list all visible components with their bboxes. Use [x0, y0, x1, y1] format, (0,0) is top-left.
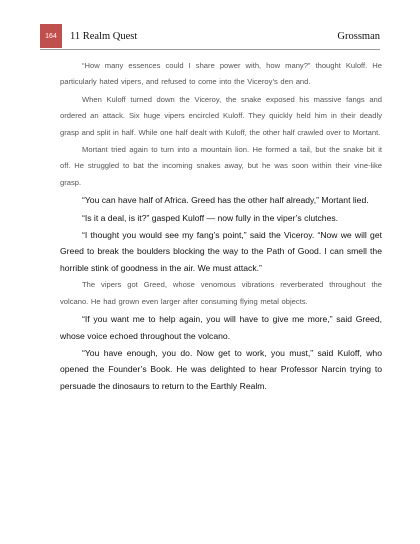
paragraph: “I thought you would see my fang’s point,” said the Viceroy. “Now we will get Greed to break the boulders blocking the way to the Path of Good. I can smell the horrible stink of goodness in the air. We must attack.”	[60, 230, 382, 273]
paragraph: When Kuloff turned down the Viceroy, the snake exposed his massive fangs and ordered an attack. Six huge vipers encircled Kuloff. They quickly held him in their deadly grasp and split in half. While one half dealt with Kuloff, the other half crawled over to Mortant.	[60, 94, 382, 137]
book-title: 11 Realm Quest	[70, 30, 138, 42]
page-header	[40, 24, 380, 48]
page-body	[60, 58, 382, 395]
paragraph: Mortant tried again to turn into a mountain lion. He formed a tail, but the snake bit it off. He struggled to bat the incoming snakes away, but he was soon within their vine-like grasp.	[60, 145, 382, 187]
paragraph: “You have enough, you do. Now get to work, you must,” said Kuloff, who opened the Founder’s Book. He was delighted to hear Professor Narcin trying to persuade the dinosaurs to return to the Earthly Realm.	[60, 347, 382, 391]
author-name: Grossman	[337, 30, 380, 42]
paragraph: “If you want me to help again, you will have to give me more,” said Greed, whose voice echoed throughout the volcano.	[60, 314, 382, 341]
paragraph: “You can have half of Africa. Greed has the other half already,” Mortant lied.	[82, 195, 369, 206]
page-number-badge: 164	[40, 24, 62, 48]
header-divider	[40, 49, 380, 50]
paragraph: “How many essences could I share power with, how many?” thought Kuloff. He particularly hated vipers, and refused to come into the Viceroy’s den and.	[60, 61, 382, 87]
paragraph: The vipers got Greed, whose venomous vibrations reverberated throughout the volcano. He had grown even larger after consuming flying metal objects.	[60, 280, 382, 306]
paragraph: “Is it a deal, is it?” gasped Kuloff — now fully in the viper’s clutches.	[82, 212, 339, 223]
